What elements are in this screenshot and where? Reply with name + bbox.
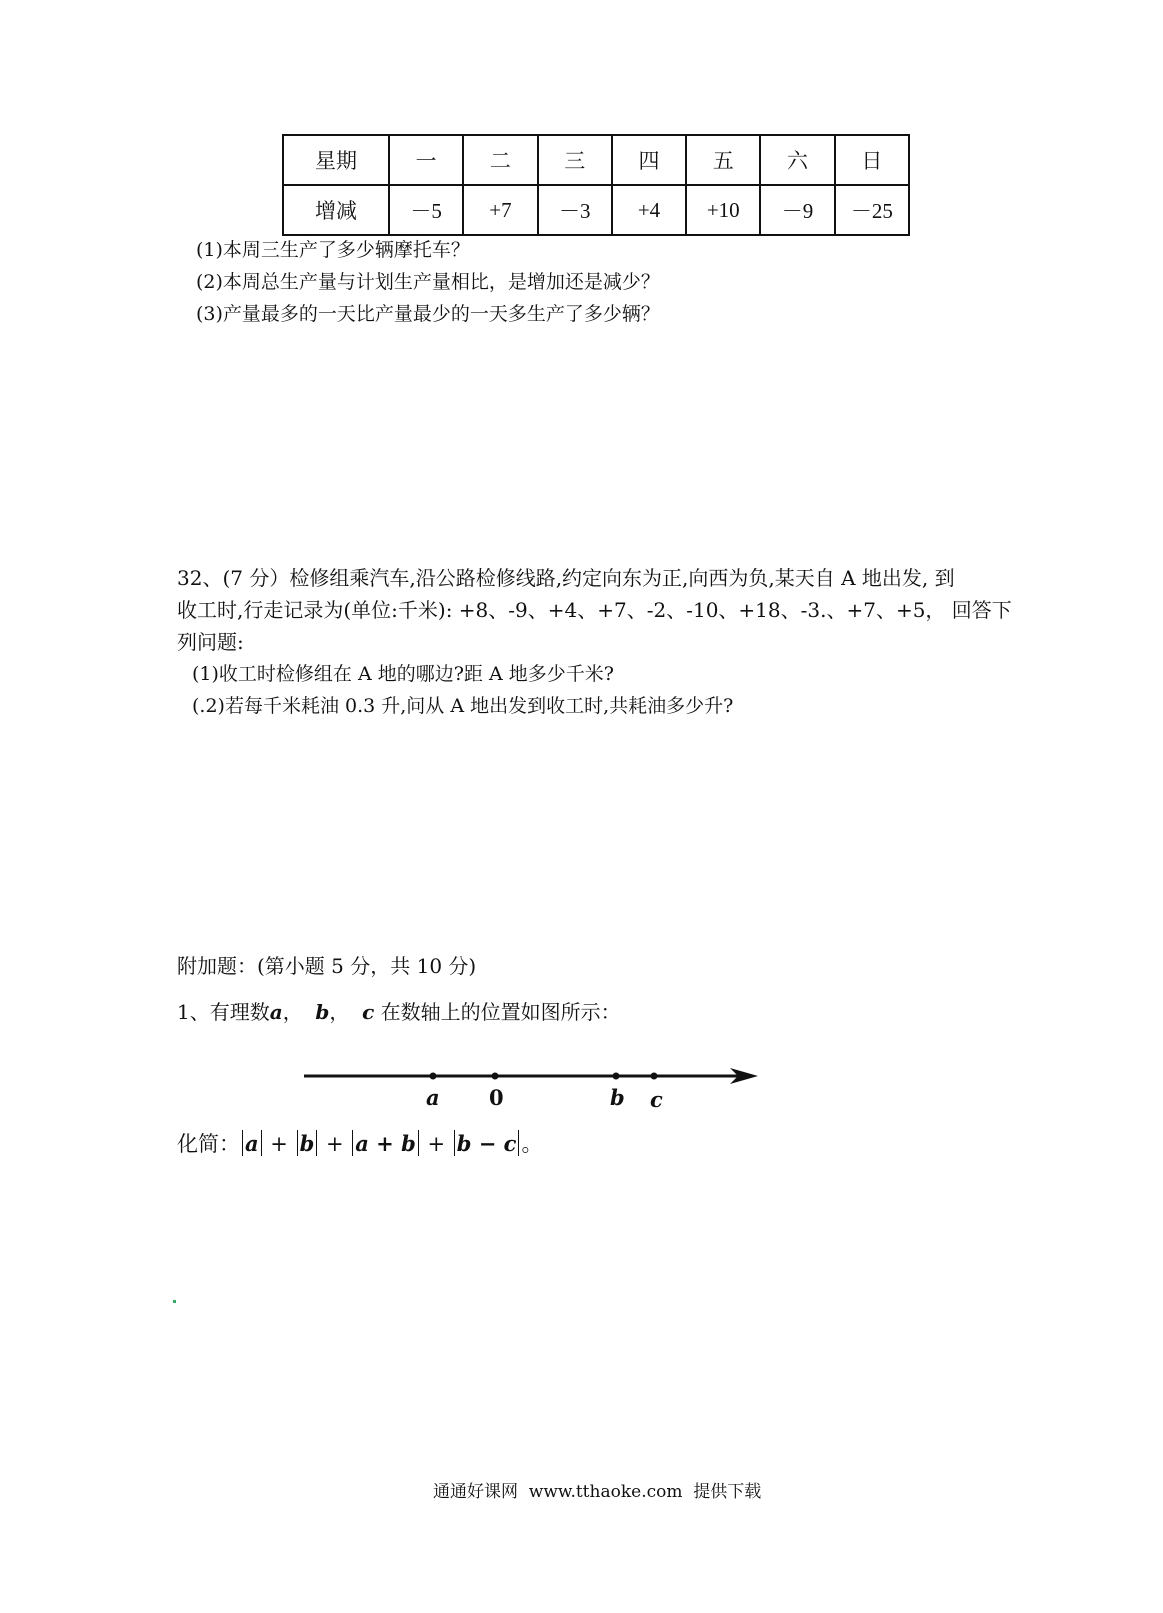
point-b xyxy=(613,1073,620,1080)
table-header-change: 增减 xyxy=(283,185,389,235)
table-cell-day: 五 xyxy=(686,135,760,185)
q32-line2: 收工时,行走记录为(单位:千米): +8、-9、+4、+7、-2、-10、+18、-3.、+7、+5， 回答下 xyxy=(177,598,1012,622)
table-cell-change: －25 xyxy=(835,185,909,235)
abs-term: b − c xyxy=(456,1131,517,1156)
var-c: c xyxy=(362,1000,375,1024)
table-cell-day: 二 xyxy=(463,135,537,185)
var-b: b xyxy=(315,1000,330,1024)
table-cell-change: +10 xyxy=(686,185,760,235)
table-cell-day: 日 xyxy=(835,135,909,185)
point-c xyxy=(651,1073,658,1080)
point-a xyxy=(430,1073,437,1080)
bonus-q1-prefix: 1、有理数 xyxy=(177,1000,270,1024)
axis-label-zero: 0 xyxy=(489,1085,504,1110)
abs-term: a xyxy=(245,1131,259,1156)
separator: ， xyxy=(282,1000,303,1024)
q32-sub1: (1)收工时检修组在 A 地的哪边?距 A 地多少千米? xyxy=(192,663,614,685)
table-cell-change: －9 xyxy=(760,185,834,235)
production-table xyxy=(282,134,910,236)
axis-label-b: b xyxy=(610,1085,625,1110)
q31-sub2: (2)本周总生产量与计划生产量相比，是增加还是减少？ xyxy=(196,271,660,293)
table-cell-change: －5 xyxy=(389,185,463,235)
axis-label-a: a xyxy=(426,1085,440,1110)
table-cell-day: 一 xyxy=(389,135,463,185)
table-cell-change: +7 xyxy=(463,185,537,235)
q31-sub3: (3)产量最多的一天比产量最少的一天多生产了多少辆？ xyxy=(196,303,660,325)
simplify-prefix: 化简： xyxy=(177,1132,240,1156)
table-header-weekday: 星期 xyxy=(283,135,389,185)
q32-sub2: (.2)若每千米耗油 0.3 升,问从 A 地出发到收工时,共耗油多少升? xyxy=(192,695,734,717)
stray-mark xyxy=(173,1300,176,1303)
page-footer: 通通好课网 www.tthaoke.com 提供下载 xyxy=(433,1482,762,1502)
q32-line3: 列问题: xyxy=(177,630,244,654)
bonus-q1-suffix: 在数轴上的位置如图所示： xyxy=(380,1000,621,1024)
number-line xyxy=(300,1060,770,1090)
abs-term: b xyxy=(299,1131,315,1156)
table-cell-change: －3 xyxy=(538,185,612,235)
point-zero xyxy=(492,1073,499,1080)
table-cell-day: 六 xyxy=(760,135,834,185)
q32-line1: 32、(7 分）检修组乘汽车,沿公路检修线路,约定向东为正,向西为负,某天自 A 地出发, 到 xyxy=(177,566,955,590)
bonus-q1 xyxy=(177,996,621,1028)
plus-sign: + xyxy=(427,1132,446,1156)
table-row-days xyxy=(283,135,909,185)
separator: ， xyxy=(329,1000,350,1024)
table-row-changes xyxy=(283,185,909,235)
table-cell-change: +4 xyxy=(612,185,686,235)
plus-sign: + xyxy=(270,1132,288,1156)
simplify-expression xyxy=(177,1128,542,1158)
var-a: a xyxy=(269,1000,283,1024)
plus-sign: + xyxy=(325,1132,344,1156)
q31-sub1: (1)本周三生产了多少辆摩托车？ xyxy=(196,239,470,261)
abs-term: a + b xyxy=(355,1131,416,1156)
table-cell-day: 三 xyxy=(538,135,612,185)
bonus-title: 附加题：(第小题 5 分，共 10 分) xyxy=(177,954,477,978)
simplify-suffix: 。 xyxy=(521,1132,543,1156)
table-cell-day: 四 xyxy=(612,135,686,185)
axis-label-c: c xyxy=(650,1087,663,1112)
